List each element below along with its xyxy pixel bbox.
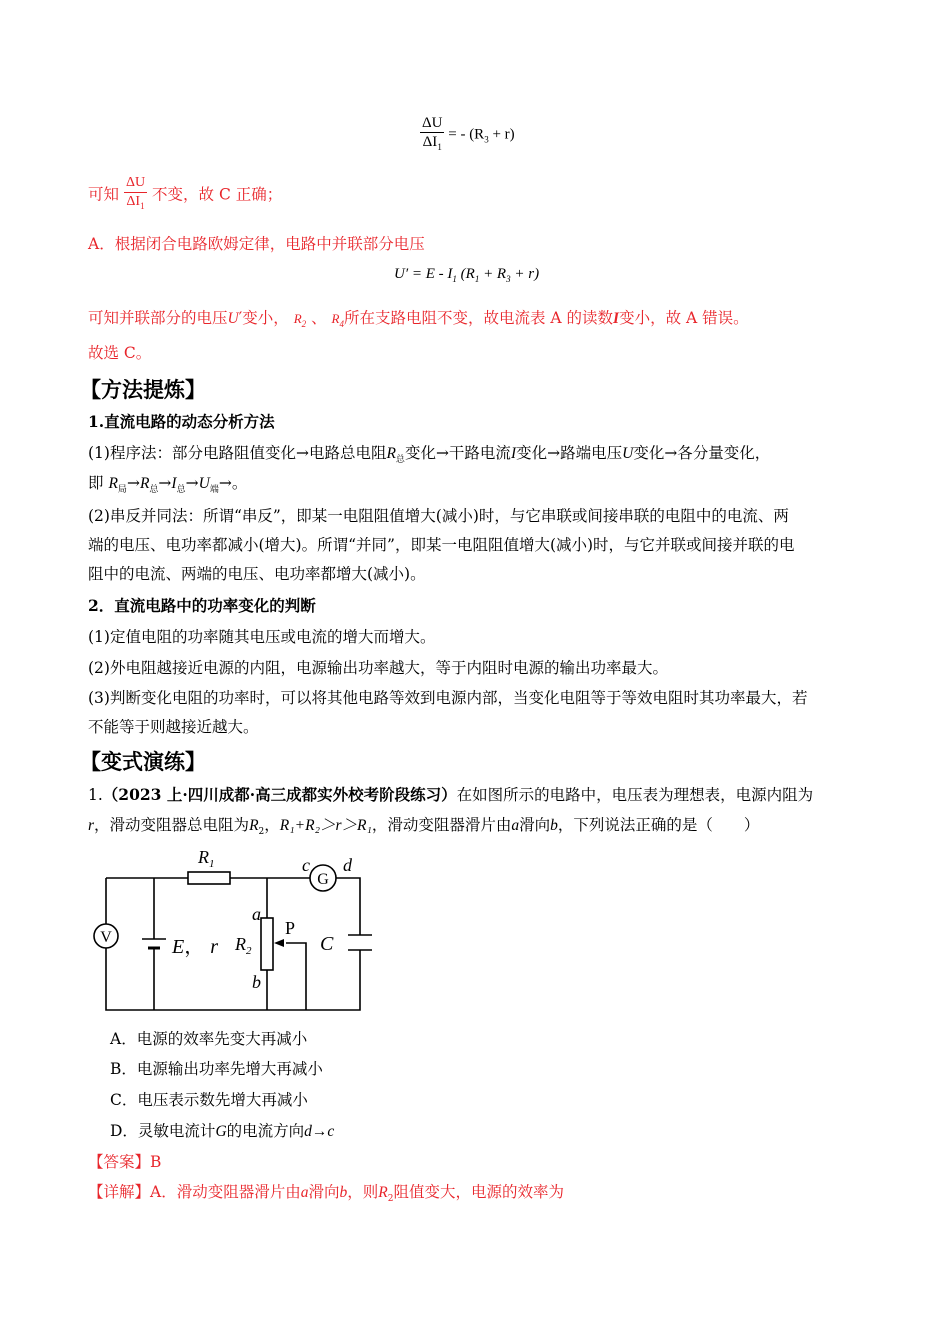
text: ，下列说法正确的是（ ） [557,816,760,834]
method-1-para-2c: 阻中的电流、两端的电压、电功率都增大(减小)。 [88,565,426,583]
text: 变化→各分量变化， [633,444,771,462]
question-1-line-1 [88,785,813,805]
detail-label: 【详解】 [88,1183,151,1201]
sym-sub: 端 [209,485,219,495]
label-c-node: c [302,855,310,875]
label-v: V [100,929,112,946]
eq-end: + r) [510,266,540,282]
text: 的电流方向 [226,1122,305,1140]
method-1-para-1b [88,473,247,500]
text: ，滑动变阻器总电阻为 [94,816,250,834]
text: 变化→干路电流 [404,444,511,462]
method-1-title: 1.直流电路的动态分析方法 [88,412,275,431]
direction: d→c [304,1123,335,1140]
slider-wire [286,943,306,1010]
selection-line: 故选 C。 [88,344,152,362]
sym: a [300,1184,309,1201]
option-a: A．电源的效率先变大再减小 [110,1030,308,1048]
text: 可知并联部分的电压 [88,309,228,327]
slider-arrow [274,939,284,947]
text: 滑向 [519,816,551,834]
fraction [420,114,444,156]
eq-sub: 1 [452,274,457,284]
text: A．滑动变阻器滑片由 [150,1183,301,1201]
sym: R [108,475,118,492]
text: 滑向 [308,1183,340,1201]
eq-mid2: + R [479,266,507,282]
text: ， [264,816,280,834]
question-source: （2023 上·四川成都·高三成都实外校考阶段练习） [102,785,457,804]
text: 变化→路端电压 [516,444,623,462]
option-b: B．电源输出功率先增大再减小 [110,1060,323,1078]
method-1-para-2b: 端的电压、电功率都减小(增大)。所谓“并同”，即某一电阻阻值增大(减小)时，与它并联或间接并联的电 [88,536,795,554]
sym: U [198,475,210,492]
text: ，则 [347,1183,379,1201]
equation-rhs: = - (R [448,126,485,143]
eq-sub: 1 [474,274,480,284]
symbol-r4 [331,311,344,329]
symbol-u: U [227,310,239,327]
wire [336,878,360,935]
label-d-node: d [343,855,352,875]
text: 即 [88,474,104,492]
method-2-title: 2．直流电路中的功率变化的判断 [88,596,316,615]
text: 在如图所示的电路中，电压表为理想表，电源内阻为 [456,786,814,804]
arrow: → [185,474,199,492]
sym: U [622,445,634,462]
sym-sub: 总 [395,455,405,465]
text: ′变小， [238,309,289,327]
analysis-line-a: A．根据闭合电路欧姆定律，电路中并联部分电压 [88,235,425,253]
text: 、 [311,309,327,327]
rhs-subscript: 3 [484,134,489,145]
arrow: → [158,474,172,492]
sym: I [171,475,177,492]
circuit-diagram [80,840,390,1020]
sym: G [215,1123,227,1140]
text: 可知 [88,185,120,204]
text: 变小，故 A 错误。 [619,309,749,327]
method-2-para-3a: (3)判断变化电阻的功率时，可以将其他电路等效到电源内部，当变化电阻等于等效电阻时其功率最大，若 [88,689,808,707]
sym-sub: 2 [258,827,265,837]
sym-sub: 总 [149,485,159,495]
resistor-r1 [188,872,230,884]
section-heading-method: 【方法提炼】 [80,377,206,402]
sym: R [293,311,302,326]
fraction-numerator: ΔU [422,115,443,131]
label-capacitor: C [320,933,334,955]
condition: R₁+R₂＞r＞R₁ [279,817,372,834]
den-text: ΔI [126,194,141,209]
eq-mid: (R [460,266,475,282]
sym-sub: 2 [387,1194,394,1204]
sym-sub: 局 [117,485,127,495]
question-number: 1. [88,786,103,804]
option-d [110,1121,334,1142]
den-subscript: 1 [437,142,442,152]
fraction [124,174,147,215]
sym: r [88,817,95,834]
method-1-para-2a: (2)串反并同法：所谓“串反”，即某一电阻阻值增大(减小)时，与它串联或间接串联的电阻中的电流、两 [88,507,789,525]
fraction-numerator: ΔU [124,174,147,193]
sym-sub: 总 [176,485,186,495]
method-2-para-1: (1)定值电阻的功率随其电压或电流的增大而增大。 [88,628,436,646]
label-a-end: a [252,904,261,924]
sym-sub: 2 [301,319,307,329]
analysis-line-a2 [88,308,749,334]
sym: R [249,817,259,834]
method-2-para-3b: 不能等于则越接近越大。 [88,718,259,736]
conclusion-line-c [88,174,282,215]
label-b-end: b [252,972,261,992]
label-r1: $R_1$ [198,847,215,870]
wire [106,948,360,1010]
equation-rhs-end: + r) [488,126,515,143]
equation-delta-u-over-delta-i [420,114,515,156]
text: ，滑动变阻器滑片由 [371,816,512,834]
sym: R [378,1184,388,1201]
sym: R [386,445,396,462]
text: (1)程序法：部分电路阻值变化→电路总电阻 [88,444,387,462]
answer-line [88,1152,161,1172]
eq-lhs: U′ = E - I [394,266,453,282]
sym: b [339,1184,348,1201]
sym: I [510,445,517,462]
detail-line [88,1182,564,1209]
section-heading-practice: 【变式演练】 [80,749,206,774]
question-1-line-2 [88,815,759,842]
text: 不变，故 C 正确； [152,185,283,204]
option-c: C．电压表示数先增大再减小 [110,1091,308,1109]
arrow: →。 [218,474,248,492]
method-1-para-1 [88,443,770,470]
answer-value: B [150,1153,162,1171]
arrow: → [126,474,140,492]
label-r2: $R_2$ [235,934,252,957]
fraction-denominator [420,133,444,156]
fraction-denominator [124,193,147,215]
eq-sub: 3 [506,274,511,284]
label-g: G [317,871,329,888]
den-subscript: 1 [140,201,145,211]
method-2-para-2: (2)外电阻越接近电源的内阻，电源输出功率越大，等于内阻时电源的输出功率最大。 [88,659,668,677]
text: D．灵敏电流计 [110,1122,216,1140]
text: 阻值变大，电源的效率为 [393,1183,564,1201]
sym: a [511,817,520,834]
sym: b [550,817,558,834]
symbol-r2 [293,311,307,329]
sym: R [331,311,340,326]
label-p-slider: P [285,918,296,938]
symbol-i: I [613,310,620,327]
equation-parallel-voltage [394,266,539,284]
sym-sub: 4 [339,319,344,329]
den-text: ΔI [422,134,438,150]
resistor-r2 [261,918,273,970]
text: 所在支路电阻不变，故电流表 A 的读数 [343,309,614,327]
answer-label: 【答案】 [88,1153,151,1171]
sym: R [139,475,150,492]
label-battery: E， r [172,936,219,958]
